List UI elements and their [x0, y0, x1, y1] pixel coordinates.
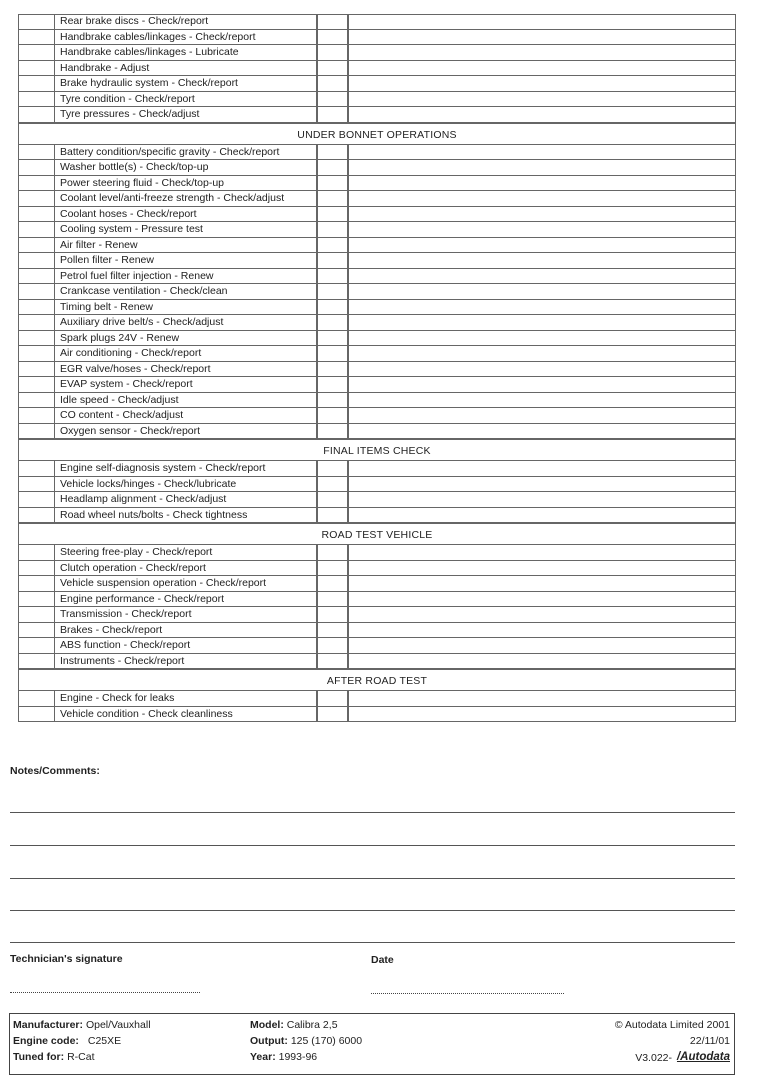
report-field[interactable]: [348, 331, 736, 347]
check-box[interactable]: [317, 92, 348, 108]
output-line: [250, 1035, 362, 1047]
signature-label: Technician's signature: [10, 953, 123, 965]
report-field[interactable]: [348, 315, 736, 331]
model-label: Model:: [250, 1019, 284, 1031]
row-margin-cell: [18, 654, 54, 670]
task-label: Handbrake cables/linkages - Check/report: [54, 30, 317, 46]
report-field[interactable]: [348, 638, 736, 654]
task-label: Washer bottle(s) - Check/top-up: [54, 160, 317, 176]
row-margin-cell: [18, 362, 54, 378]
check-box[interactable]: [317, 691, 348, 707]
row-margin-cell: [18, 477, 54, 493]
year-line: [250, 1051, 317, 1063]
task-label: Air conditioning - Check/report: [54, 346, 317, 362]
checklist-row: [18, 377, 736, 393]
report-field[interactable]: [348, 561, 736, 577]
check-box[interactable]: [317, 377, 348, 393]
row-margin-cell: [18, 238, 54, 254]
report-field[interactable]: [348, 592, 736, 608]
row-margin-cell: [18, 592, 54, 608]
report-field[interactable]: [348, 492, 736, 508]
task-label: Idle speed - Check/adjust: [54, 393, 317, 409]
row-margin-cell: [18, 253, 54, 269]
task-label: Engine - Check for leaks: [54, 691, 317, 707]
check-box[interactable]: [317, 61, 348, 77]
check-box[interactable]: [317, 331, 348, 347]
check-box[interactable]: [317, 461, 348, 477]
task-label: Rear brake discs - Check/report: [54, 14, 317, 30]
checklist-row: [18, 45, 736, 61]
checklist-row: [18, 222, 736, 238]
task-label: EVAP system - Check/report: [54, 377, 317, 393]
checklist-row: [18, 238, 736, 254]
notes-line[interactable]: [10, 812, 735, 813]
check-box[interactable]: [317, 222, 348, 238]
report-field[interactable]: [348, 691, 736, 707]
section-heading: UNDER BONNET OPERATIONS: [18, 123, 736, 145]
checklist-row: [18, 160, 736, 176]
check-box[interactable]: [317, 607, 348, 623]
check-box[interactable]: [317, 30, 348, 46]
row-margin-cell: [18, 492, 54, 508]
row-margin-cell: [18, 14, 54, 30]
checklist-row: [18, 269, 736, 285]
manufacturer-value: Opel/Vauxhall: [85, 1019, 151, 1031]
task-label: EGR valve/hoses - Check/report: [54, 362, 317, 378]
task-label: Handbrake - Adjust: [54, 61, 317, 77]
autodata-logo: /Autodata: [676, 1051, 730, 1063]
row-margin-cell: [18, 160, 54, 176]
check-box[interactable]: [317, 362, 348, 378]
check-box[interactable]: [317, 253, 348, 269]
check-box[interactable]: [317, 160, 348, 176]
row-margin-cell: [18, 424, 54, 440]
report-field[interactable]: [348, 45, 736, 61]
year-label: Year:: [250, 1051, 276, 1063]
task-label: CO content - Check/adjust: [54, 408, 317, 424]
checklist-row: [18, 300, 736, 316]
check-box[interactable]: [317, 477, 348, 493]
row-margin-cell: [18, 191, 54, 207]
notes-line[interactable]: [10, 942, 735, 943]
signature-field[interactable]: [10, 992, 200, 993]
check-box[interactable]: [317, 145, 348, 161]
model-value: Calibra 2,5: [286, 1019, 338, 1031]
task-label: Petrol fuel filter injection - Renew: [54, 269, 317, 285]
checklist-row: [18, 607, 736, 623]
checklist-row: [18, 545, 736, 561]
check-box[interactable]: [317, 424, 348, 440]
checklist-row: [18, 107, 736, 123]
report-field[interactable]: [348, 545, 736, 561]
tuned-for-label: Tuned for:: [13, 1051, 65, 1063]
section-heading: FINAL ITEMS CHECK: [18, 439, 736, 461]
report-field[interactable]: [348, 92, 736, 108]
report-field[interactable]: [348, 408, 736, 424]
task-label: Battery condition/specific gravity - Check/report: [54, 145, 317, 161]
report-field[interactable]: [348, 107, 736, 123]
report-field[interactable]: [348, 191, 736, 207]
check-box[interactable]: [317, 191, 348, 207]
checklist-row: [18, 707, 736, 723]
checklist-row: [18, 654, 736, 670]
task-label: Timing belt - Renew: [54, 300, 317, 316]
check-box[interactable]: [317, 45, 348, 61]
tuned-for-value: R-Cat: [67, 1051, 95, 1063]
row-margin-cell: [18, 691, 54, 707]
task-label: Crankcase ventilation - Check/clean: [54, 284, 317, 300]
check-box[interactable]: [317, 576, 348, 592]
check-box[interactable]: [317, 561, 348, 577]
output-value: 125 (170) 6000: [290, 1035, 363, 1047]
row-margin-cell: [18, 346, 54, 362]
row-margin-cell: [18, 284, 54, 300]
checklist-row: [18, 253, 736, 269]
checklist-row: [18, 92, 736, 108]
report-field[interactable]: [348, 623, 736, 639]
task-label: Power steering fluid - Check/top-up: [54, 176, 317, 192]
row-margin-cell: [18, 222, 54, 238]
engine-code-label: Engine code:: [13, 1035, 79, 1047]
report-field[interactable]: [348, 362, 736, 378]
report-field[interactable]: [348, 61, 736, 77]
row-margin-cell: [18, 461, 54, 477]
checklist-row: [18, 623, 736, 639]
check-box[interactable]: [317, 76, 348, 92]
check-box[interactable]: [317, 107, 348, 123]
task-label: Handbrake cables/linkages - Lubricate: [54, 45, 317, 61]
notes-line[interactable]: [10, 910, 735, 911]
task-label: Air filter - Renew: [54, 238, 317, 254]
task-label: Spark plugs 24V - Renew: [54, 331, 317, 347]
tuned-for-line: [13, 1051, 94, 1063]
checklist-row: [18, 346, 736, 362]
report-field[interactable]: [348, 377, 736, 393]
checklist-row: [18, 691, 736, 707]
row-margin-cell: [18, 331, 54, 347]
check-box[interactable]: [317, 269, 348, 285]
vehicle-info-footer: [9, 1013, 735, 1075]
row-margin-cell: [18, 107, 54, 123]
checklist-row: [18, 492, 736, 508]
check-box[interactable]: [317, 300, 348, 316]
row-margin-cell: [18, 45, 54, 61]
report-field[interactable]: [348, 576, 736, 592]
row-margin-cell: [18, 576, 54, 592]
report-field[interactable]: [348, 145, 736, 161]
task-label: Engine performance - Check/report: [54, 592, 317, 608]
task-label: ABS function - Check/report: [54, 638, 317, 654]
report-field[interactable]: [348, 160, 736, 176]
task-label: Auxiliary drive belt/s - Check/adjust: [54, 315, 317, 331]
task-label: Instruments - Check/report: [54, 654, 317, 670]
check-box[interactable]: [317, 707, 348, 723]
row-margin-cell: [18, 315, 54, 331]
task-label: Tyre condition - Check/report: [54, 92, 317, 108]
task-label: Clutch operation - Check/report: [54, 561, 317, 577]
manufacturer-line: [13, 1019, 151, 1031]
row-margin-cell: [18, 92, 54, 108]
task-label: Cooling system - Pressure test: [54, 222, 317, 238]
report-field[interactable]: [348, 176, 736, 192]
checklist-row: [18, 315, 736, 331]
task-label: Oxygen sensor - Check/report: [54, 424, 317, 440]
row-margin-cell: [18, 269, 54, 285]
report-field[interactable]: [348, 707, 736, 723]
check-box[interactable]: [317, 346, 348, 362]
section-heading: ROAD TEST VEHICLE: [18, 523, 736, 545]
checklist-row: [18, 393, 736, 409]
check-box[interactable]: [317, 408, 348, 424]
checklist-row: [18, 424, 736, 440]
year-value: 1993-96: [278, 1051, 318, 1063]
report-field[interactable]: [348, 393, 736, 409]
task-label: Road wheel nuts/bolts - Check tightness: [54, 508, 317, 524]
check-box[interactable]: [317, 238, 348, 254]
task-label: Coolant level/anti-freeze strength - Check/adjust: [54, 191, 317, 207]
report-field[interactable]: [348, 14, 736, 30]
task-label: Vehicle condition - Check cleanliness: [54, 707, 317, 723]
notes-line[interactable]: [10, 845, 735, 846]
task-label: Headlamp alignment - Check/adjust: [54, 492, 317, 508]
document-date: 22/11/01: [689, 1035, 730, 1047]
checklist-row: [18, 61, 736, 77]
report-field[interactable]: [348, 424, 736, 440]
row-margin-cell: [18, 76, 54, 92]
copyright: © Autodata Limited 2001: [614, 1019, 730, 1031]
row-margin-cell: [18, 561, 54, 577]
date-field[interactable]: [371, 993, 564, 994]
report-field[interactable]: [348, 238, 736, 254]
check-box[interactable]: [317, 654, 348, 670]
row-margin-cell: [18, 176, 54, 192]
checklist-row: [18, 176, 736, 192]
row-margin-cell: [18, 408, 54, 424]
report-field[interactable]: [348, 346, 736, 362]
check-box[interactable]: [317, 315, 348, 331]
task-label: Pollen filter - Renew: [54, 253, 317, 269]
checklist-row: [18, 284, 736, 300]
check-box[interactable]: [317, 592, 348, 608]
checklist-row: [18, 592, 736, 608]
check-box[interactable]: [317, 284, 348, 300]
check-box[interactable]: [317, 393, 348, 409]
report-field[interactable]: [348, 607, 736, 623]
service-checklist: [18, 14, 736, 736]
row-margin-cell: [18, 30, 54, 46]
manufacturer-label: Manufacturer:: [13, 1019, 84, 1031]
checklist-row: [18, 207, 736, 223]
report-field[interactable]: [348, 508, 736, 524]
task-label: Coolant hoses - Check/report: [54, 207, 317, 223]
output-label: Output:: [250, 1035, 288, 1047]
row-margin-cell: [18, 207, 54, 223]
checklist-row: [18, 191, 736, 207]
checklist-row: [18, 561, 736, 577]
check-box[interactable]: [317, 14, 348, 30]
row-margin-cell: [18, 377, 54, 393]
row-margin-cell: [18, 623, 54, 639]
check-box[interactable]: [317, 623, 348, 639]
report-field[interactable]: [348, 269, 736, 285]
version-number: V3.022-: [635, 1052, 672, 1064]
check-box[interactable]: [317, 207, 348, 223]
task-label: Brake hydraulic system - Check/report: [54, 76, 317, 92]
checklist-row: [18, 30, 736, 46]
row-margin-cell: [18, 300, 54, 316]
checklist-row: [18, 331, 736, 347]
check-box[interactable]: [317, 176, 348, 192]
report-field[interactable]: [348, 284, 736, 300]
report-field[interactable]: [348, 654, 736, 670]
task-label: Transmission - Check/report: [54, 607, 317, 623]
checklist-row: [18, 477, 736, 493]
check-box[interactable]: [317, 638, 348, 654]
report-field[interactable]: [348, 477, 736, 493]
row-margin-cell: [18, 508, 54, 524]
checklist-row: [18, 362, 736, 378]
checklist-row: [18, 461, 736, 477]
report-field[interactable]: [348, 461, 736, 477]
checklist-row: [18, 408, 736, 424]
task-label: Vehicle locks/hinges - Check/lubricate: [54, 477, 317, 493]
row-margin-cell: [18, 707, 54, 723]
notes-label: Notes/Comments:: [10, 765, 100, 777]
check-box[interactable]: [317, 508, 348, 524]
notes-line[interactable]: [10, 878, 735, 879]
row-margin-cell: [18, 638, 54, 654]
model-line: [250, 1019, 338, 1031]
report-field[interactable]: [348, 222, 736, 238]
report-field[interactable]: [348, 76, 736, 92]
task-label: Engine self-diagnosis system - Check/report: [54, 461, 317, 477]
checklist-row: [18, 76, 736, 92]
report-field[interactable]: [348, 207, 736, 223]
row-margin-cell: [18, 145, 54, 161]
task-label: Steering free-play - Check/report: [54, 545, 317, 561]
row-margin-cell: [18, 545, 54, 561]
checklist-row: [18, 14, 736, 30]
task-label: Tyre pressures - Check/adjust: [54, 107, 317, 123]
task-label: Vehicle suspension operation - Check/report: [54, 576, 317, 592]
engine-code-value: C25XE: [87, 1035, 122, 1047]
checklist-row: [18, 638, 736, 654]
report-field[interactable]: [348, 30, 736, 46]
task-label: Brakes - Check/report: [54, 623, 317, 639]
date-label: Date: [371, 954, 394, 966]
check-box[interactable]: [317, 492, 348, 508]
row-margin-cell: [18, 607, 54, 623]
engine-code-line: [13, 1035, 121, 1047]
checklist-row: [18, 508, 736, 524]
report-field[interactable]: [348, 253, 736, 269]
section-heading: AFTER ROAD TEST: [18, 669, 736, 691]
checklist-row: [18, 576, 736, 592]
row-margin-cell: [18, 393, 54, 409]
report-field[interactable]: [348, 300, 736, 316]
checklist-row: [18, 145, 736, 161]
row-margin-cell: [18, 61, 54, 77]
check-box[interactable]: [317, 545, 348, 561]
